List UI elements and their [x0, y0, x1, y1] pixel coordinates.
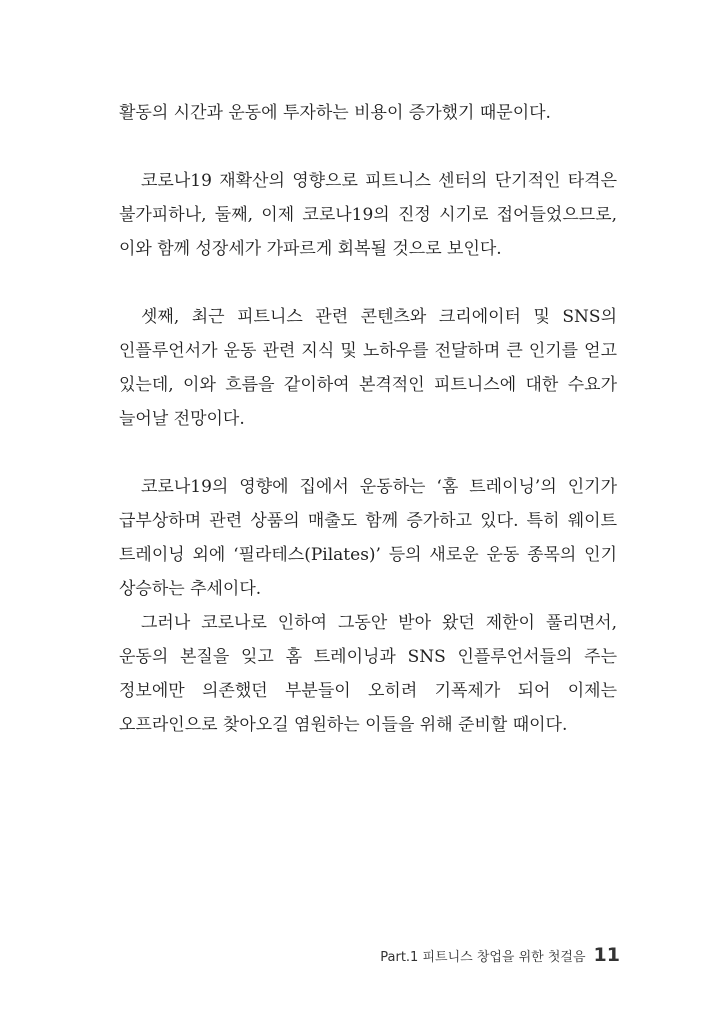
- body-paragraph-1: 활동의 시간과 운동에 투자하는 비용이 증가했기 때문이다.: [119, 103, 551, 123]
- body-paragraph-4: 코로나19의 영향에 집에서 운동하는 ‘홈 트레이닝’의 인기가 급부상하며 관련 상품의 매출도 함께 증가하고 있다. 특히 웨이트 트레이닝 외에 ‘필라테스(Pilates)’ 등의 새로운 운동 종목의 인기 상승하는 추세이다.: [119, 477, 617, 599]
- page-number: 11: [593, 944, 620, 966]
- page-footer: [330, 944, 620, 966]
- body-paragraph-5: 그러나 코로나로 인하여 그동안 받아 왔던 제한이 풀리면서, 운동의 본질을 잊고 홈 트레이닝과 SNS 인플루언서들의 주는 정보에만 의존했던 부분들이 오히려 기폭제가 되어 이제는 오프라인으로 찾아오길 염원하는 이들을 위해 준비할 때이다.: [119, 613, 617, 735]
- page-body: [119, 96, 617, 742]
- body-paragraph-2: 코로나19 재확산의 영향으로 피트니스 센터의 단기적인 타격은 불가피하나, 둘째, 이제 코로나19의 진정 시기로 접어들었으므로, 이와 함께 성장세가 가파르게 회복될 것으로 보인다.: [119, 171, 617, 259]
- body-paragraph-3: 셋째, 최근 피트니스 관련 콘텐츠와 크리에이터 및 SNS의 인플루언서가 운동 관련 지식 및 노하우를 전달하며 큰 인기를 얻고 있는데, 이와 흐름을 같이하여 본격적인 피트니스에 대한 수요가 늘어날 전망이다.: [119, 307, 617, 429]
- running-footer-chapter-title: Part.1 피트니스 창업을 위한 첫걸음: [380, 950, 586, 965]
